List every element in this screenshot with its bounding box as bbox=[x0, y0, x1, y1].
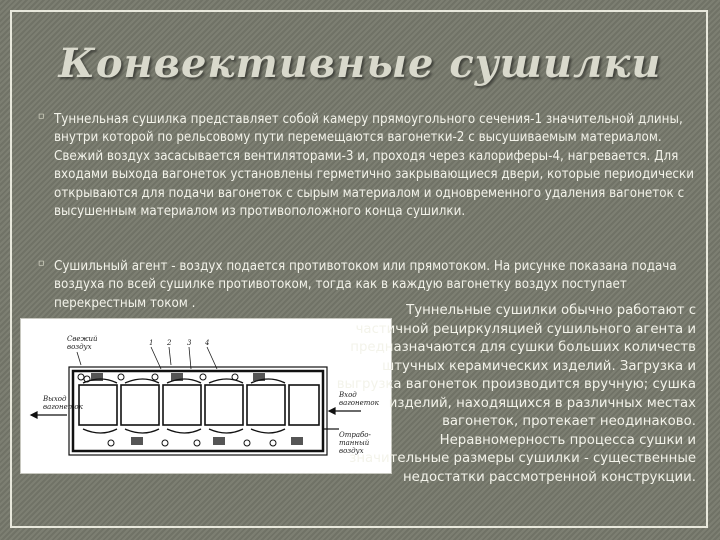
label-fresh-air-2: воздух bbox=[67, 343, 92, 351]
label-num-1: 1 bbox=[149, 339, 154, 347]
label-exhaust-1: Отрабо- bbox=[339, 431, 371, 439]
paragraph-tunnel-dryer: Туннельная сушилка представляет собой камеру прямоугольного сечения-1 значительной длины, внутри которой по рельсовому пути перемещаются вагонетки-2 с высушиваемым материалом. Свежий воздух засасывается вентиляторами-3 и, проходя через калориферы-4, нагревается. Для входами выхода вагонеток установлены герметично закрывающиеся двери, которые периодически открываются для подачи вагонеток с сырым материалом и одновременного удаления вагонеток с высушенным материалом из противоположного конца сушилки. bbox=[54, 112, 695, 220]
label-fresh-air-1: Свежий bbox=[67, 335, 98, 343]
label-entry-2: вагонеток bbox=[339, 399, 379, 407]
label-exit-2: вагонеток bbox=[43, 403, 83, 411]
bullet-icon: ⸋ bbox=[38, 259, 45, 274]
label-exit-1: Выход bbox=[43, 395, 67, 403]
label-exhaust-3: воздух bbox=[339, 447, 364, 455]
bullet-icon: ⸋ bbox=[38, 112, 45, 127]
paragraph-operation-notes: Туннельные сушилки обычно работают с частичной рециркуляцией сушильного агента и предназначаются для сушки больших количеств штучных керамических изделий. Загрузка и выгрузка вагонеток производится вручную; сушка изделий, находящихся в различных местах вагонеток, протекает неодинаково. Неравномерность процесса сушки и значительные размеры сушилки - существенные недостатки рассмотренной конструкции. bbox=[336, 303, 696, 485]
label-num-3: 3 bbox=[187, 339, 192, 347]
label-exhaust-2: танный bbox=[339, 439, 370, 447]
label-entry-1: Вход bbox=[339, 391, 357, 399]
paragraph-drying-agent: Сушильный агент - воздух подается противотоком или прямотоком. На рисунке показана подача воздуха по всей сушилке противотоком, тогда как в каждую вагонетку воздух поступает перекрестным током . bbox=[54, 259, 677, 311]
label-num-2: 2 bbox=[167, 339, 172, 347]
slide-title: Конвективные сушилки bbox=[58, 40, 662, 87]
label-num-4: 4 bbox=[205, 339, 210, 347]
